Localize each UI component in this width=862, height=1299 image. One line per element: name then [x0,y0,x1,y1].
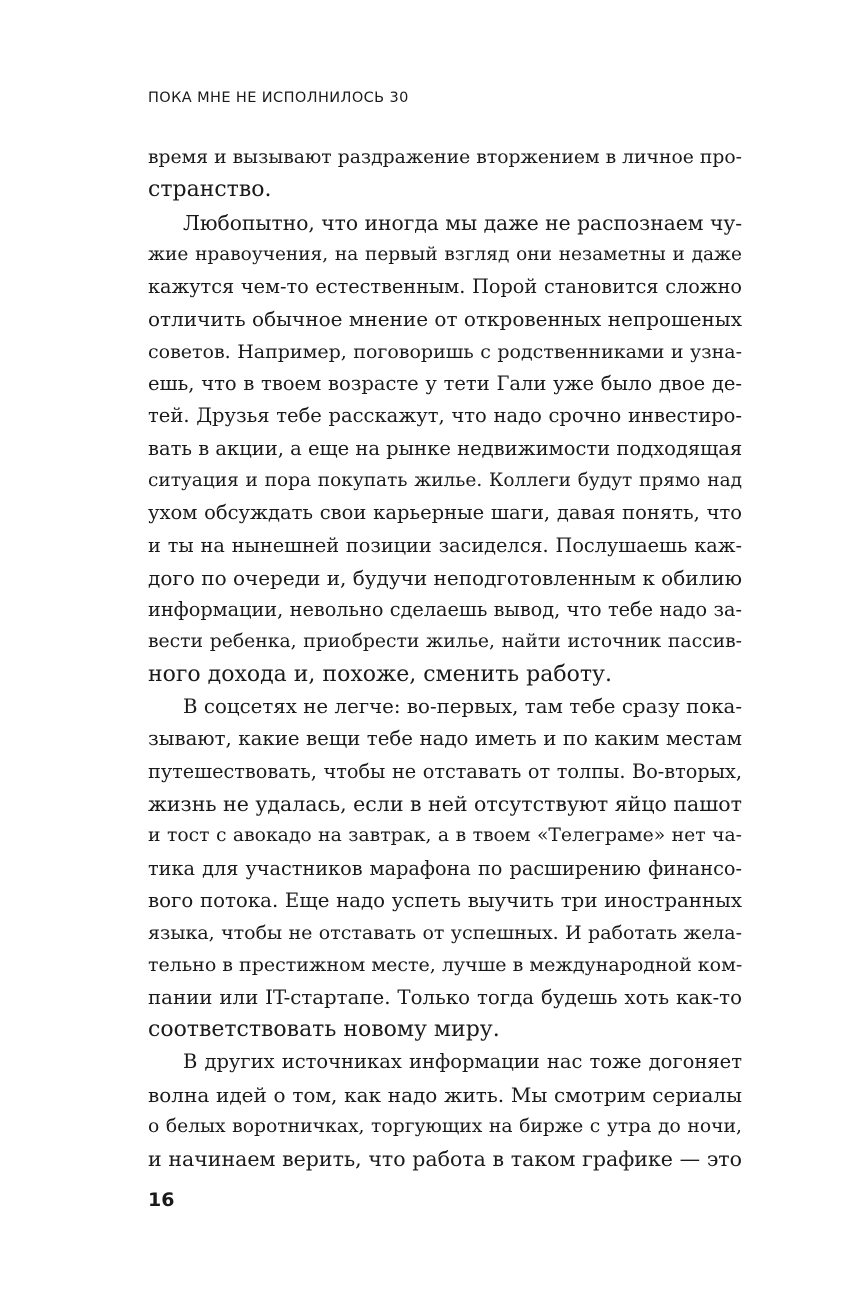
paragraph-first-line: Любопытно, что иногда мы даже не распознаем чу- [183,210,743,235]
text-line: ухом обсуждать свои карьерные шаги, давая понять, что [148,501,742,525]
text-line: соответствовать новому миру. [148,1017,500,1043]
body-text [148,142,742,1176]
text-line: вести ребенка, приобрести жилье, найти источник пассив- [148,631,742,653]
text-line: вать в акции, а еще на рынке недвижимости подходящая [148,436,743,460]
text-line: ешь, что в твоем возрасте у тети Гали уже было двое де- [148,372,742,396]
text-line: тика для участников марафона по расширению финансо- [148,856,742,880]
text-line: и тост с авокадо на завтрак, а в твоем «Телеграме» нет ча- [148,825,742,847]
text-line: волна идей о том, как надо жить. Мы смотрим сериалы [148,1082,742,1107]
text-line: жизнь не удалась, если в ней отсутствуют яйцо пашот [148,791,742,816]
text-line: зывают, какие вещи тебе надо иметь и по каким местам [148,727,742,751]
text-line: странство. [148,177,272,203]
text-line: и начинаем верить, что работа в таком графике — это [148,1147,742,1172]
text-line: о белых воротничках, торгующих на бирже с утра до ночи, [148,1115,742,1137]
page-number: 16 [148,1189,175,1211]
text-line: время и вызывают раздражение вторжением в личное про- [148,147,742,168]
text-line: ситуация и пора покупать жилье. Коллеги будут прямо над [148,469,742,491]
text-line: дого по очереди и, будучи неподготовленным к обилию [148,565,743,590]
text-line: пании или IT-стартапе. Только тогда будешь хоть как-то [148,985,742,1009]
text-line: кажутся чем-то естественным. Порой становится сложно [148,275,742,299]
paragraph-first-line: В соцсетях не легче: во-первых, там тебе сразу пока- [183,695,742,719]
text-line: ного дохода и, похоже, сменить работу. [148,661,612,687]
running-header: ПОКА МНЕ НЕ ИСПОЛНИЛОСЬ 30 [148,90,409,106]
text-line: тельно в престижном месте, лучше в международной ком- [148,954,743,977]
text-line: тей. Друзья тебе расскажут, что надо срочно инвестиро- [148,404,742,428]
text-line: советов. Например, поговоришь с родственниками и узна- [148,340,742,363]
text-line: отличить обычное мнение от откровенных непрошеных [148,307,742,332]
text-line: путешествовать, чтобы не отставать от толпы. Во-вторых, [148,759,742,783]
paragraph-first-line: В других источниках информации нас тоже догоняет [183,1050,742,1074]
text-line: жие нравоучения, на первый взгляд они незаметны и даже [148,243,742,265]
text-line: вого потока. Еще надо успеть выучить три иностранных [148,888,742,912]
text-line: информации, невольно сделаешь вывод, что тебе надо за- [148,598,742,622]
text-line: и ты на нынешней позиции засиделся. Послушаешь каж- [148,533,742,557]
text-line: языка, чтобы не отставать от успешных. И работать жела- [148,922,742,945]
